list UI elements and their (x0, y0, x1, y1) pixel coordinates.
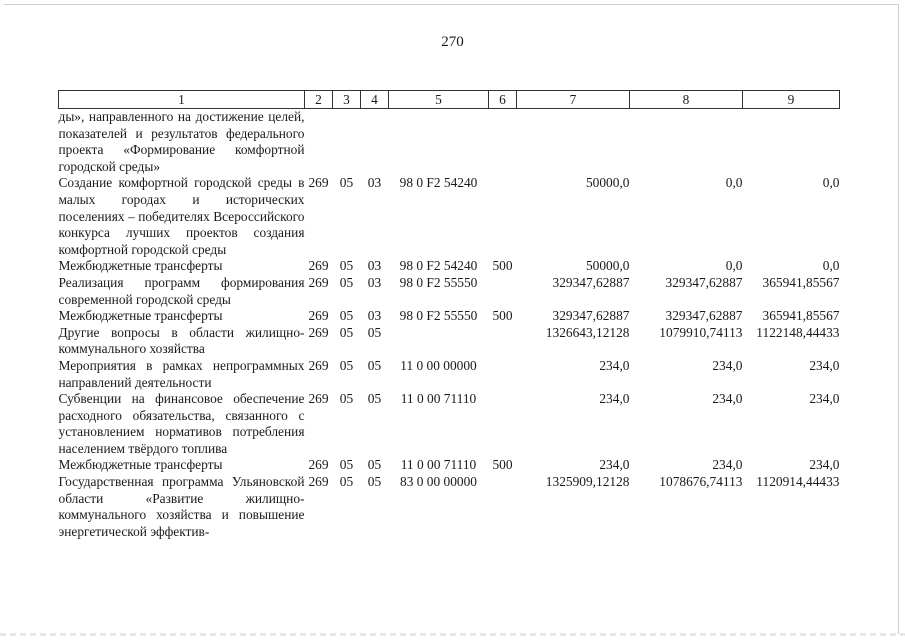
table-row (59, 474, 840, 540)
amount-col8-cell: 234,0 (712, 391, 743, 407)
amount-col8-cell: 1079910,74113 (659, 324, 743, 340)
page-number: 270 (441, 34, 464, 50)
amount-col7-cell: 1326643,12128 (545, 324, 630, 340)
target-article-cell: 83 0 00 00000 (400, 474, 477, 490)
subsection-cell: 03 (367, 175, 382, 191)
admin-code-cell: 269 (308, 357, 329, 373)
table-row (59, 358, 840, 391)
section-cell: 05 (339, 175, 354, 191)
subsection-cell: 05 (367, 324, 382, 340)
table-row (59, 275, 840, 308)
row-name-cell: Другие вопросы в области жилищно-коммунального хозяйства (58, 324, 305, 357)
admin-code-cell: 269 (308, 457, 329, 473)
admin-code-cell: 269 (308, 324, 329, 340)
table-row (59, 325, 840, 358)
amount-col9-cell: 234,0 (809, 457, 840, 473)
amount-col9-cell: 365941,85567 (762, 274, 840, 290)
row-name-cell: Создание комфортной городской среды в малых городах и исторических поселениях – победителях Всероссийского конкурса лучших проектов создания комфортной городской среды (58, 175, 305, 257)
amount-col8-cell (630, 109, 743, 176)
column-header: 1 (59, 91, 305, 109)
table-row (59, 175, 840, 258)
scan-edge-decoration (0, 633, 905, 636)
row-name-cell: Межбюджетные трансферты (58, 258, 223, 274)
column-header: 4 (361, 91, 389, 109)
table-row (59, 258, 840, 275)
section-cell: 05 (339, 357, 354, 373)
expense-type-cell (489, 109, 517, 176)
expense-type-cell: 500 (492, 457, 513, 473)
target-article-cell (389, 325, 489, 358)
table-row (59, 457, 840, 474)
target-article-cell: 11 0 00 00000 (400, 357, 477, 373)
row-name-cell: Межбюджетные трансферты (58, 308, 223, 324)
section-cell: 05 (339, 308, 354, 324)
amount-col7-cell: 1325909,12128 (545, 474, 630, 490)
expense-type-cell: 500 (492, 308, 513, 324)
expense-type-cell (489, 474, 517, 540)
expense-type-cell (489, 358, 517, 391)
column-header: 7 (517, 91, 630, 109)
budget-table (58, 90, 840, 540)
expense-type-cell (489, 391, 517, 457)
subsection-cell: 05 (367, 457, 382, 473)
amount-col9-cell: 1120914,44433 (756, 474, 840, 490)
amount-col7-cell: 329347,62887 (552, 308, 630, 324)
amount-col9-cell: 0,0 (822, 258, 840, 274)
column-header: 5 (389, 91, 489, 109)
target-article-cell: 98 0 F2 55550 (399, 274, 478, 290)
amount-col9-cell: 234,0 (809, 391, 840, 407)
amount-col7-cell: 234,0 (599, 457, 630, 473)
amount-col8-cell: 329347,62887 (665, 274, 743, 290)
section-cell: 05 (339, 324, 354, 340)
amount-col7-cell: 234,0 (599, 357, 630, 373)
subsection-cell (361, 109, 389, 176)
amount-col7-cell: 50000,0 (585, 175, 630, 191)
expense-type-cell (489, 275, 517, 308)
subsection-cell: 05 (367, 474, 382, 490)
amount-col8-cell: 0,0 (725, 175, 743, 191)
admin-code-cell: 269 (308, 391, 329, 407)
amount-col7-cell: 50000,0 (585, 258, 630, 274)
section-cell: 05 (339, 274, 354, 290)
column-number-row (59, 91, 840, 109)
expense-type-cell (489, 175, 517, 258)
target-article-cell: 98 0 F2 55550 (399, 308, 478, 324)
target-article-cell: 11 0 00 71110 (400, 457, 477, 473)
section-cell: 05 (339, 391, 354, 407)
table-row (59, 308, 840, 325)
section-cell (333, 109, 361, 176)
table-row (59, 391, 840, 457)
column-header: 6 (489, 91, 517, 109)
admin-code-cell (305, 109, 333, 176)
target-article-cell: 98 0 F2 54240 (399, 258, 478, 274)
target-article-cell (389, 109, 489, 176)
target-article-cell: 98 0 F2 54240 (399, 175, 478, 191)
amount-col8-cell: 329347,62887 (665, 308, 743, 324)
subsection-cell: 03 (367, 308, 382, 324)
subsection-cell: 05 (367, 357, 382, 373)
row-name-cell: Государственная программа Ульяновской области «Развитие жилищно-коммунального хозяйства и повышение энергетической эффектив- (58, 474, 305, 539)
admin-code-cell: 269 (308, 258, 329, 274)
subsection-cell: 05 (367, 391, 382, 407)
table-row (59, 109, 840, 176)
admin-code-cell: 269 (308, 308, 329, 324)
column-header: 3 (333, 91, 361, 109)
amount-col9-cell (743, 109, 840, 176)
expense-type-cell: 500 (492, 258, 513, 274)
amount-col7-cell (517, 109, 630, 176)
row-name-cell: Реализация программ формирования современной городской среды (58, 274, 305, 307)
amount-col9-cell: 0,0 (822, 175, 840, 191)
amount-col8-cell: 234,0 (712, 357, 743, 373)
section-cell: 05 (339, 474, 354, 490)
expense-type-cell (489, 325, 517, 358)
admin-code-cell: 269 (308, 274, 329, 290)
amount-col7-cell: 329347,62887 (552, 274, 630, 290)
row-name-cell: Межбюджетные трансферты (58, 457, 223, 473)
column-header: 8 (630, 91, 743, 109)
column-header: 9 (743, 91, 840, 109)
amount-col9-cell: 365941,85567 (762, 308, 840, 324)
subsection-cell: 03 (367, 258, 382, 274)
amount-col8-cell: 1078676,74113 (659, 474, 743, 490)
amount-col8-cell: 234,0 (712, 457, 743, 473)
section-cell: 05 (339, 457, 354, 473)
subsection-cell: 03 (367, 274, 382, 290)
row-name-cell: Мероприятия в рамках непрограммных направлений деятельности (58, 357, 305, 390)
row-name-cell: ды», направленного на достижение целей, показателей и результатов федерального проекта «Формирование комфортной городской среды» (58, 109, 305, 174)
amount-col9-cell: 234,0 (809, 357, 840, 373)
amount-col7-cell: 234,0 (599, 391, 630, 407)
target-article-cell: 11 0 00 71110 (400, 391, 477, 407)
amount-col9-cell: 1122148,44433 (756, 324, 840, 340)
amount-col8-cell: 0,0 (725, 258, 743, 274)
row-name-cell: Субвенции на финансовое обеспечение расходного обязательства, связанного с установлением нормативов потребления населением твёрдого топлива (58, 391, 305, 456)
admin-code-cell: 269 (308, 474, 329, 490)
section-cell: 05 (339, 258, 354, 274)
admin-code-cell: 269 (308, 175, 329, 191)
column-header: 2 (305, 91, 333, 109)
